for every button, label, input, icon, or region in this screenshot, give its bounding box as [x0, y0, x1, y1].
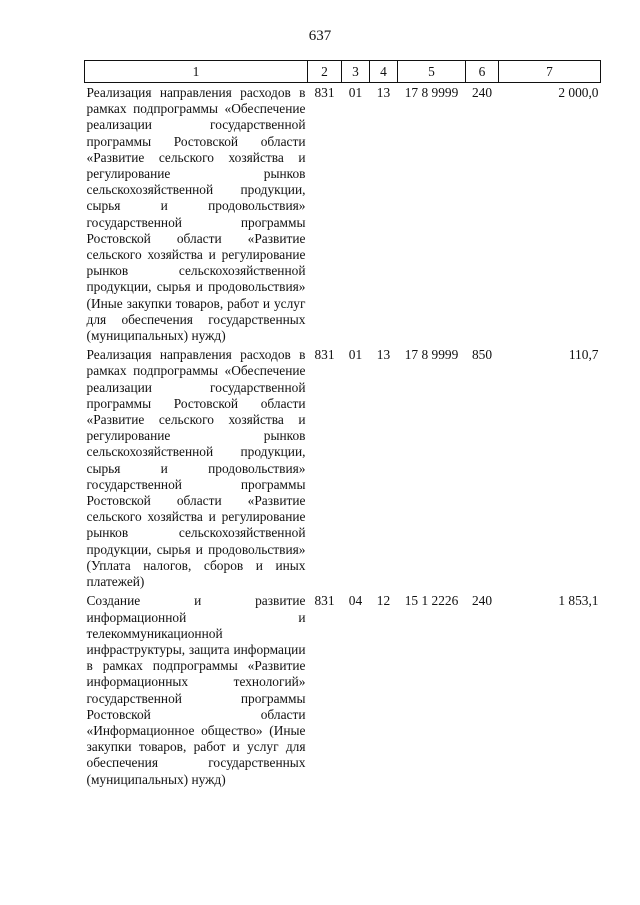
- row-expense-type: 240: [471, 85, 493, 100]
- row-subsection-code: 13: [376, 85, 391, 100]
- row-amount: 110,7: [568, 347, 599, 363]
- header-col-1: 1: [85, 61, 308, 83]
- row-target-article: 15 1 2226: [404, 593, 459, 609]
- table-header: [85, 61, 601, 83]
- header-col-7: 7: [499, 61, 601, 83]
- row-subsection-code: 12: [376, 593, 391, 609]
- header-col-2: 2: [308, 61, 342, 83]
- row-description: Создание и развитие информационной и телекоммуникационной инфраструктуры, защита информации в рамках подпрограммы «Развитие информационных технологий» государственной программы Ростовской области «Информационное общество» (Иные закупки товаров, работ и услуг для обеспечения государственных (муниципальных) нужд): [86, 593, 306, 787]
- row-target-article: 17 8 9999: [404, 347, 459, 363]
- header-row: [85, 61, 601, 83]
- header-col-3: 3: [342, 61, 370, 83]
- table-row: [85, 345, 601, 591]
- row-subsection-code: 13: [376, 347, 391, 363]
- row-target-article: 17 8 9999: [404, 85, 459, 100]
- header-col-6: 6: [466, 61, 499, 83]
- table-body: [85, 83, 601, 789]
- row-section-code: 04: [348, 593, 363, 609]
- header-col-4: 4: [370, 61, 398, 83]
- row-amount: 1 853,1: [558, 593, 599, 609]
- table-row: [85, 83, 601, 346]
- row-description: Реализация направления расходов в рамках подпрограммы «Обеспечение реализации государственной программы Ростовской области «Развитие сельского хозяйства и регулирование рынков сельскохозяйственной продукции, сырья и продовольствия» государственной программы Ростовской области «Развитие сельского хозяйства и регулирование рынков сельскохозяйственной продукции, сырья и продовольствия» (Уплата налогов, сборов и иных платежей): [86, 347, 306, 590]
- row-section-code: 01: [348, 347, 363, 363]
- table-row: [85, 591, 601, 788]
- row-ministry-code: 831: [314, 85, 335, 100]
- page-number: 637: [308, 28, 332, 44]
- row-ministry-code: 831: [314, 347, 335, 363]
- budget-table: [84, 60, 601, 789]
- row-expense-type: 240: [471, 593, 493, 609]
- row-section-code: 01: [348, 85, 363, 100]
- header-col-5: 5: [398, 61, 466, 83]
- row-ministry-code: 831: [314, 593, 335, 609]
- row-expense-type: 850: [471, 347, 493, 363]
- row-amount: 2 000,0: [558, 85, 599, 100]
- row-description: Реализация направления расходов в рамках подпрограммы «Обеспечение реализации государственной программы Ростовской области «Развитие сельского хозяйства и регулирование рынков сельскохозяйственной продукции, сырья и продовольствия» государственной программы Ростовской области «Развитие сельского хозяйства и регулирование рынков сельскохозяйственной продукции, сырья и продовольствия» (Иные закупки товаров, работ и услуг для обеспечения государственных (муниципальных) нужд): [86, 85, 306, 344]
